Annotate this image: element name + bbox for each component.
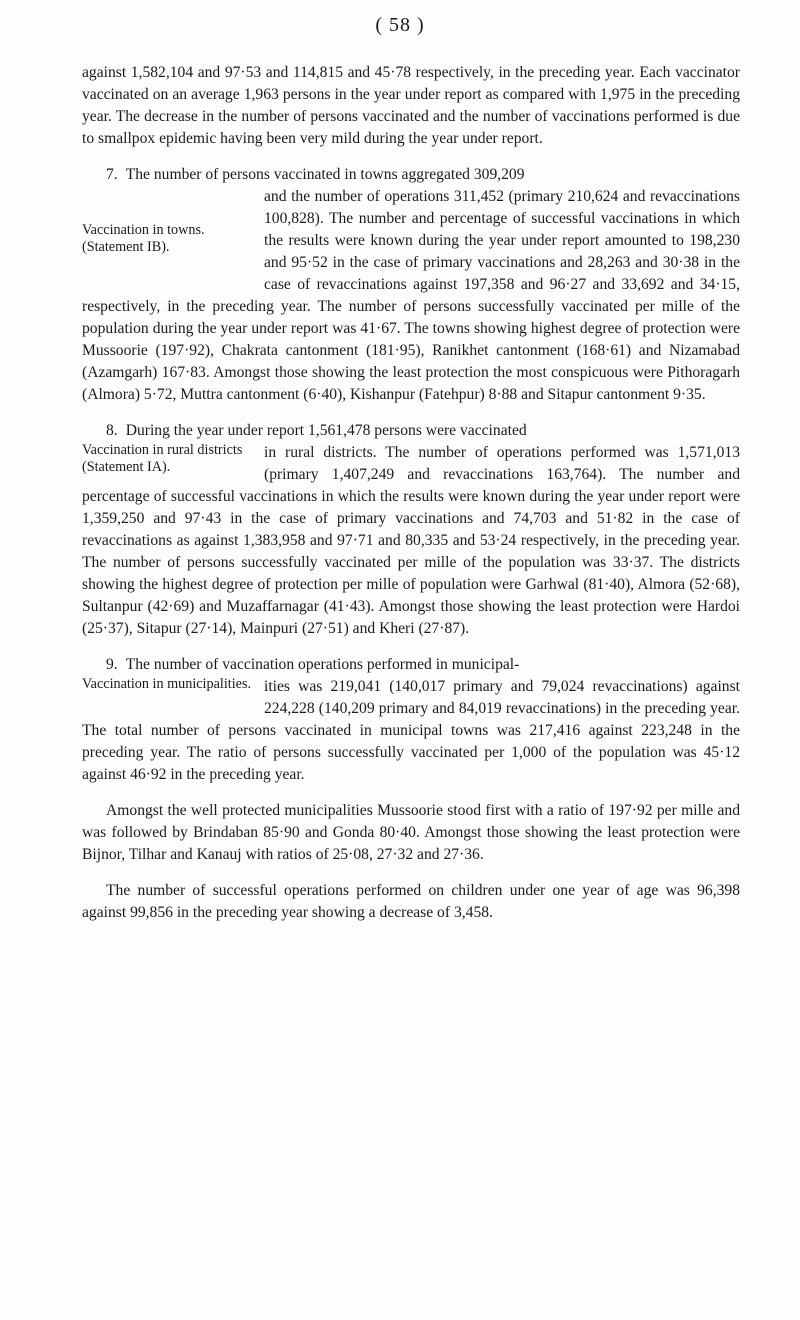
section-8 [82, 420, 740, 640]
section-8-lead [82, 420, 740, 442]
section-7-lead-text: The number of persons vaccinated in towns aggregated 309,209 [125, 166, 525, 183]
section-9-body: ities was 219,041 (140,017 primary and 79,024 revaccinations) against 224,228 (140,209 primary and 84,019 revaccinations) in the preceding year. The total number of persons vaccinated in municipal towns was 217,416 against 223,248 in the preceding year. The ratio of persons successfully vaccinated per 1,000 of the population was 45·12 against 46·92 in the preceding year. [82, 678, 740, 783]
section-9-number: 9. [106, 656, 118, 673]
section-8-sidenote: Vaccination in rural districts (Statement IA). [82, 442, 243, 475]
section-7-sidenote: Vaccination in towns. (Statement IB). [82, 222, 205, 255]
section-7 [82, 164, 740, 406]
section-8-body: in rural districts. The number of operations performed was 1,571,013 (primary 1,407,249 and revaccinations 163,764). The number and percentage of successful vaccinations in which the results were known during the year under report were 1,359,250 and 97·43 in the case of primary vaccinations and 74,703 and 51·82 in the case of revaccinations as against 1,383,958 and 97·71 and 80,335 and 53·24 respectively, in the preceding year. The number of persons successfully vaccinated per mille of the population was 33·37. The districts showing the highest degree of protection per mille of population were Garhwal (81·40), Almora (52·68), Sultanpur (42·69) and Muzaffarnagar (41·43). Amongst those showing the least protection were Hardoi (25·37), Sitapur (27·14), Mainpuri (27·51) and Kheri (27·87). [82, 444, 740, 637]
children-paragraph: The number of successful operations performed on children under one year of age was 96,398 against 99,856 in the preceding year showing a decrease of 3,458. [82, 882, 740, 921]
section-7-body: and the number of operations 311,452 (primary 210,624 and revaccinations 100,828). The number and percentage of successful vaccinations in which the results were known during the year under report amounted to 198,230 and 95·52 in the case of primary vaccinations and 28,263 and 30·38 in the case of revaccinations against 197,358 and 96·27 and 33,692 and 34·15, respectively, in the preceding year. The number of persons successfully vaccinated per mille of the population during the year under report was 41·67. The towns showing highest degree of protection were Mussoorie (197·92), Chakrata cantonment (181·95), Ranikhet cantonment (168·61) and Nizamabad (Azamgarh) 167·83. Amongst those showing the least protection the most conspicuous were Pithoragarh (Almora) 5·72, Muttra cantonment (6·40), Kishanpur (Fatehpur) 8·88 and Sitapur cantonment 9·35. [82, 188, 740, 403]
intro-paragraph: against 1,582,104 and 97·53 and 114,815 and 45·78 respectively, in the preceding year. Each vaccinator vaccinated on an average 1,963 persons in the year under report as compared with 1,975 in the preceding year. The decrease in the number of persons vaccinated and the number of vaccinations performed is due to smallpox epidemic having been very mild during the year under report. [82, 64, 740, 147]
section-7-lead [82, 164, 740, 186]
section-8-number: 8. [106, 422, 118, 439]
page-content [82, 62, 740, 924]
section-7-number: 7. [106, 166, 118, 183]
section-9-lead-text: The number of vaccination operations performed in municipal- [125, 656, 520, 673]
section-9 [82, 654, 740, 786]
section-9-sidenote: Vaccination in municipalities. [82, 676, 252, 692]
section-8-lead-text: During the year under report 1,561,478 persons were vaccinated [125, 422, 527, 439]
section-9-lead [82, 654, 740, 676]
page-number: ( 58 ) [375, 14, 425, 36]
municipalities-paragraph: Amongst the well protected municipalities Mussoorie stood first with a ratio of 197·92 per mille and was followed by Brindaban 85·90 and Gonda 80·40. Amongst those showing the least protection were Bijnor, Tilhar and Kanauj with ratios of 25·08, 27·32 and 27·36. [82, 802, 740, 863]
